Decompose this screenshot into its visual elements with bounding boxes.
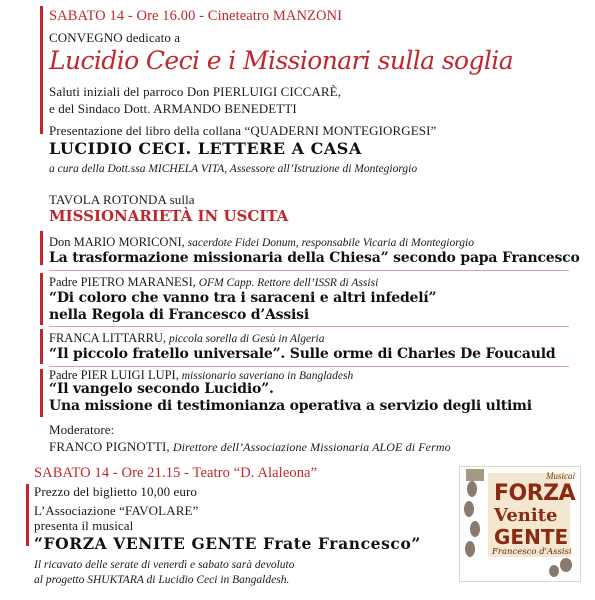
speaker-4-talk-line1: “Il vangelo secondo Lucidio”. [49,381,274,397]
tavola-label: TAVOLA ROTONDA sulla [49,192,195,207]
section-bar [26,484,29,546]
moderatore-role: Direttore dell’Associazione Missionaria ALOE di Fermo [169,440,451,454]
event1-header: SABATO 14 - Ore 16.00 - Cineteatro MANZONI [49,8,343,24]
tavola-title: MISSIONARIETÀ IN USCITA [49,207,289,225]
speaker-bar [40,273,43,325]
logo-badge [466,469,484,481]
moderatore-label: Moderatore: [49,422,115,437]
moderatore-name: FRANCO PIGNOTTI, [49,439,170,454]
moderatore-line [49,439,451,455]
speaker-2-talk-line2: nella Regola di Francesco d’Assisi [49,307,309,323]
poster-line2: Venite [494,505,558,526]
musical-poster [459,466,581,582]
saluti-line2: e del Sindaco Dott. ARMANDO BENEDETTI [49,101,297,116]
speaker-4-name: Padre PIER LUIGI LUPI, [49,368,179,382]
speaker-2-role: OFM Capp. Rettore dell’ISSR di Assisi [195,277,379,289]
divider [49,326,569,327]
speaker-4-talk-line2: Una missione di testimonianza operativa a servizio degli ultimi [49,398,532,414]
note-line2: al progetto SHUKTARA di Lucidio Ceci in Bangaldesh. [34,574,290,586]
speaker-3-name: FRANCA LITTARRU, [49,331,167,345]
book-title: LUCIDIO CECI. LETTERE A CASA [49,139,362,158]
associazione-line: L’Associazione “FAVOLARE” [34,503,199,518]
convegno-title: Lucidio Ceci e i Missionari sulla soglia [49,46,514,75]
speaker-4-role: missionario saveriano in Bangladesh [178,370,354,382]
poster-line4: Francesco d'Assisi [492,547,572,557]
speaker-1-talk: La trasformazione missionaria della Chiesa” secondo papa Francesco [49,250,580,266]
saluti-line1: Saluti iniziali del parroco Don PIERLUIGI CICCARÈ, [49,84,342,99]
divider [49,366,569,367]
poster-musical-label: Musical [546,471,575,481]
speaker-1-name: Don MARIO MORICONI, [49,235,185,249]
speaker-2-name: Padre PIETRO MARANESI, [49,275,196,289]
poster-line3: GENTE [494,525,569,549]
speaker-bar [40,231,43,265]
curatela-line: a cura della Dott.ssa MICHELA VITA, Assessore all’Istruzione di Montegiorgio [49,163,418,175]
presentazione-line: Presentazione del libro della collana “QUADERNI MONTEGIORGESI” [49,123,437,138]
section-bar [40,6,43,134]
event2-header: SABATO 14 - Ore 21.15 - Teatro “D. Alaleona” [34,465,318,481]
speaker-3-role: piccola sorella di Gesù in Algeria [166,333,325,345]
speaker-1-heading [49,235,474,250]
speaker-bar [40,329,43,364]
prezzo-line: Prezzo del biglietto 10,00 euro [34,484,198,499]
speaker-3-heading [49,331,325,346]
speaker-bar [40,369,43,417]
speaker-3-talk: “Il piccolo fratello universale”. Sulle orme di Charles De Foucauld [49,346,556,362]
speaker-2-talk-line1: “Di coloro che vanno tra i saraceni e altri infedelí” [49,290,437,306]
speaker-1-role: sacerdote Fidei Donum, responsabile Vicaria di Montegiorgio [184,237,474,249]
poster-line1: FORZA [494,481,576,506]
musical-title: “FORZA VENITE GENTE Frate Francesco” [34,534,421,553]
presenta-line: presenta il musical [34,518,134,533]
speaker-2-heading [49,275,378,290]
divider [49,270,569,271]
note-line1: Il ricavato delle serate di venerdì e sabato sarà devoluto [34,559,295,571]
convegno-label: CONVEGNO dedicato a [49,30,181,45]
